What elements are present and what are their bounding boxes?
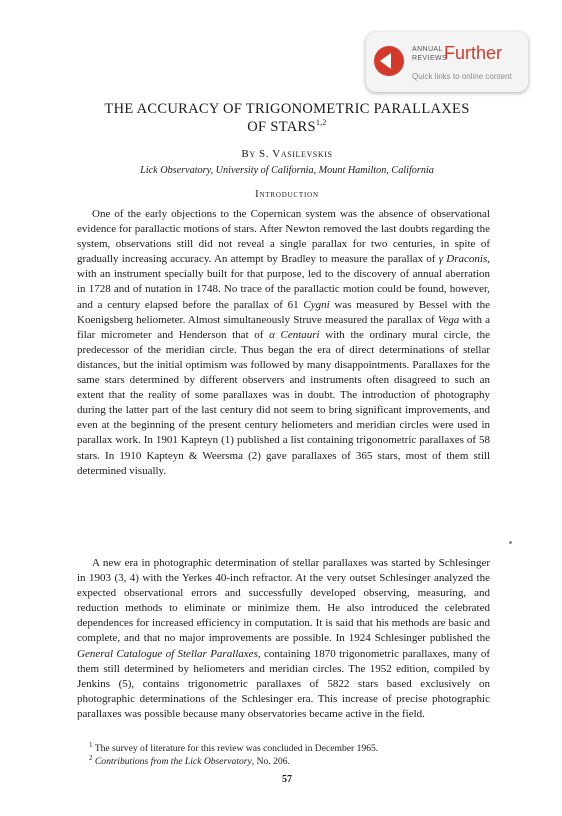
p2-text-2: , containing 1870 trigonometric parallaxes, many of them still determined by heliometers and meridian circles. The 1952 edition, compiled by Jenkins (5), contains trigonometric parallaxes of 5822 stars based exclusively on photographic determinations of the Schlesinger era. This increase of precise photographic parallaxes was possible because many observatories became active in the field. bbox=[77, 647, 490, 720]
p1-text-3: was measured by Bessel with the Koenigsberg heliometer. Almost simultaneously Struve measured the parallax of bbox=[77, 298, 490, 326]
badge-reviews-label: REVIEWS bbox=[412, 55, 448, 62]
footnote-2 bbox=[77, 752, 490, 768]
badge-subtitle: Quick links to online content bbox=[412, 72, 512, 81]
back-arrow-icon bbox=[374, 46, 404, 76]
p1-star-cygni: Cygni bbox=[303, 298, 330, 311]
p1-star-gamma-draconis: γ Draconis bbox=[438, 253, 488, 266]
footnote-1-number: 1 bbox=[89, 741, 93, 749]
p1-text-4: with a filar micrometer and Henderson that of bbox=[77, 313, 490, 341]
paragraph-2 bbox=[77, 556, 490, 722]
title-line-2-text: OF STARS bbox=[247, 119, 316, 135]
footnote-2-number: 2 bbox=[89, 754, 93, 762]
p1-text-1: One of the early objections to the Copernican system was the absence of observational evidence for parallactic motions of stars. After Newton removed the last doubts regarding the system, observations still did not reveal a single parallax for two centuries, in spite of gradually increasing accuracy. An attempt by Bradley to measure the parallax of bbox=[77, 208, 490, 266]
title-line-1: THE ACCURACY OF TRIGONOMETRIC PARALLAXES bbox=[104, 101, 470, 117]
affiliation-line: Lick Observatory, University of California, Mount Hamilton, California bbox=[140, 165, 434, 176]
section-heading: Introduction bbox=[255, 189, 319, 200]
p2-catalogue-title: General Catalogue of Stellar Parallaxes bbox=[77, 647, 258, 660]
margin-mark bbox=[509, 541, 512, 544]
p1-star-vega: Vega bbox=[437, 313, 460, 326]
badge-further-label: Further bbox=[444, 43, 503, 63]
paragraph-1 bbox=[77, 207, 490, 479]
page-number: 57 bbox=[282, 774, 292, 785]
further-badge[interactable] bbox=[366, 32, 528, 92]
title-line-2 bbox=[52, 118, 522, 136]
p1-star-alpha-centauri: α Centauri bbox=[269, 328, 320, 341]
p1-text-2: , with an instrument specially built for that purpose, led to the discovery of annual aberration in 1728 and of nutation in 1748. No trace of the parallactic motion could be found, however, and a century elapsed before the parallax of 61 bbox=[77, 253, 490, 311]
title-footnote-refs: 1,2 bbox=[315, 118, 327, 128]
author-line: By S. Vasilevskis bbox=[241, 148, 333, 160]
footnote-2-italic: Contributions from the Lick Observatory bbox=[94, 756, 252, 768]
paper-title bbox=[52, 100, 522, 136]
p2-text-1: A new era in photographic determination of stellar parallaxes was started by Schlesinger in 1903 (3, 4) with the Yerkes 40-inch refractor. At the very outset Schlesinger analyzed the expected observational errors and successfully developed observing, measuring, and reduction methods to eliminate or minimize them. He also introduced the celebrated dependences for increased efficiency in computation. It is said that his methods are basic and complete, and that no major improvements are possible. In 1924 Schlesinger published the bbox=[77, 557, 490, 645]
footnote-2-text: , No. 206. bbox=[251, 756, 290, 768]
footnote-1-text: The survey of literature for this review was concluded in December 1965. bbox=[94, 743, 379, 755]
badge-annual-label: ANNUAL bbox=[412, 46, 443, 53]
p1-text-5: with the ordinary mural circle, the predecessor of the meridian circle. Thus began the era of direct determinations of stellar distances, but the initial optimism was followed by many disappointments. Parallaxes for the same stars determined by different observers and instruments often disagreed to such an extent that the reality of some parallaxes was in doubt. The introduction of photography during the latter part of the last century did not seem to bring significant improvements, and even at the beginning of the present century heliometers and meridian circles were used in parallax work. In 1901 Kapteyn (1) published a list containing trigonometric parallaxes of 58 stars. In 1910 Kapteyn & Weersma (2) gave parallaxes of 365 stars, most of them still determined visually. bbox=[77, 328, 490, 477]
